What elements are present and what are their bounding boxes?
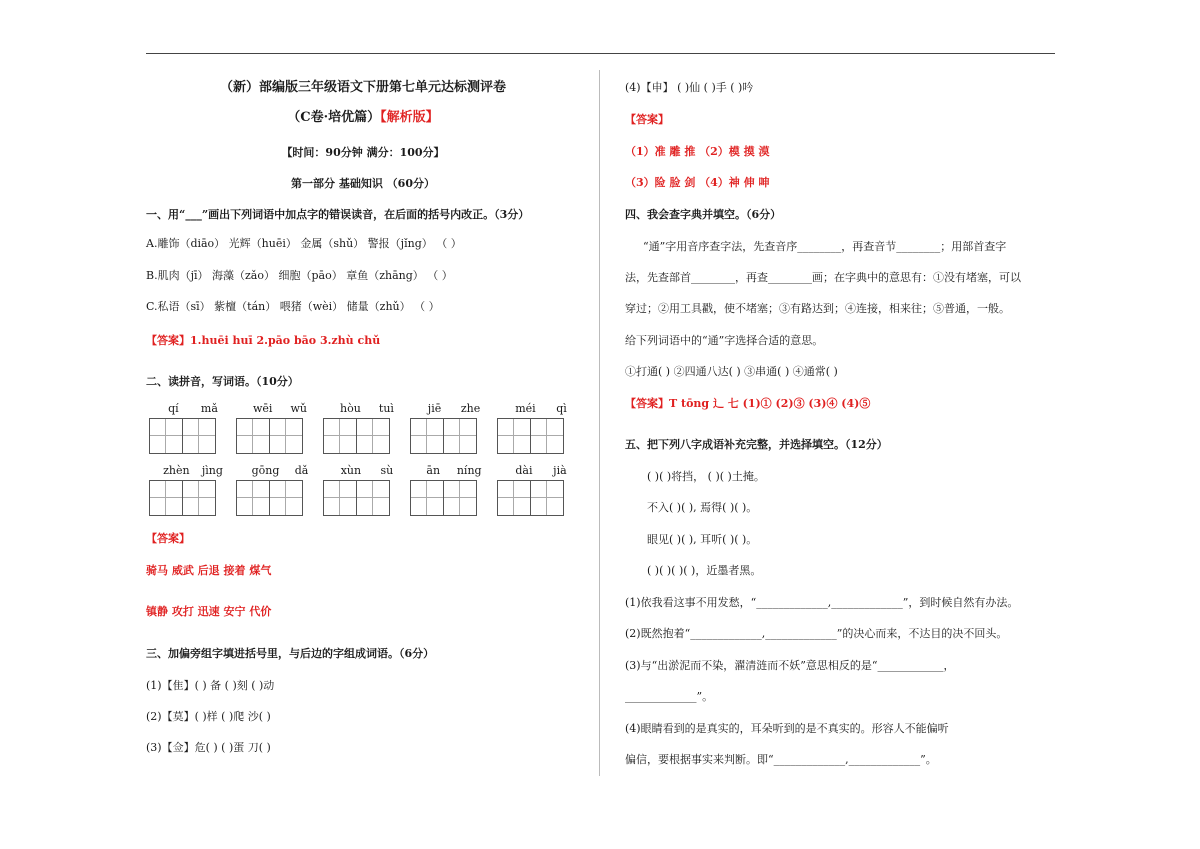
q3-row-2: (2)【莫】( )样 ( )爬 沙( )	[146, 710, 271, 723]
q2-answer-line-2: 镇静 攻打 迅速 安宁 代价	[146, 605, 272, 618]
writing-box[interactable]	[323, 418, 357, 454]
writing-box[interactable]	[497, 418, 531, 454]
pinyin-label	[497, 464, 585, 477]
page-title: （新）部编版三年级语文下册第七单元达标测评卷	[219, 80, 506, 95]
writing-box[interactable]	[356, 480, 390, 516]
q5-sentence-3a: (3)与“出淤泥而不染，濯清涟而不妖”意思相反的是“____________，	[625, 659, 955, 672]
q1-row-c: C.私语（sī） 紫檀（tán） 喂猪（wèi） 储量（zhǔ） （ ）	[146, 300, 440, 313]
pinyin-syllable: mǎ	[200, 402, 218, 415]
pinyin-cell	[323, 464, 411, 524]
writing-boxes	[497, 480, 563, 516]
column-divider	[599, 70, 600, 776]
pinyin-cell	[323, 402, 411, 462]
page-subtitle	[146, 111, 580, 125]
writing-box[interactable]	[443, 418, 477, 454]
writing-box[interactable]	[269, 418, 303, 454]
q4-title: 四、我会查字典并填空。（6分）	[625, 208, 782, 221]
writing-box[interactable]	[236, 480, 270, 516]
q1-row-a: A.雕饰（diāo） 光辉（huēi） 金属（shǔ） 警报（jǐng） （ ）	[146, 237, 462, 250]
writing-box[interactable]	[269, 480, 303, 516]
writing-box[interactable]	[236, 418, 270, 454]
q1-answer: 【答案】1.huēi huī 2.pāo bāo 3.zhù chǔ	[146, 334, 381, 347]
pinyin-syllable: tuì	[378, 402, 394, 415]
pinyin-syllable: ān	[426, 464, 441, 477]
pinyin-label	[149, 464, 237, 477]
q4-para-4: 给下列词语中的“通”字选择合适的意思。	[625, 334, 824, 347]
pinyin-label	[236, 402, 324, 415]
q3-answer-line-1: （1）准 雕 推 （2）模 摸 漠	[625, 145, 770, 158]
q4-choices: ①打通( ) ②四通八达( ) ③串通( ) ④通常( )	[625, 365, 838, 378]
pinyin-syllable: zhe	[460, 402, 481, 415]
subtitle-main: （C卷·培优篇）	[287, 110, 381, 125]
q5-idiom-2: 不入( )( ), 焉得( )( )。	[647, 501, 758, 514]
writing-boxes	[236, 418, 302, 454]
pinyin-syllable: jìng	[201, 464, 223, 477]
pinyin-grid-row-2	[149, 464, 569, 524]
writing-box[interactable]	[410, 418, 444, 454]
q4-para-2: 法，先查部首________，再查________画；在字典中的意思有：①没有堵塞，可以	[625, 271, 1021, 284]
q5-sentence-4a: (4)眼睛看到的是真实的，耳朵听到的是不真实的。形容人不能偏听	[625, 722, 949, 735]
q5-sentence-1: (1)依我看这事不用发愁，“_____________,_____________”，到时候自然有办法。	[625, 596, 1019, 609]
writing-box[interactable]	[323, 480, 357, 516]
writing-boxes	[410, 480, 476, 516]
writing-box[interactable]	[149, 418, 183, 454]
writing-boxes	[323, 418, 389, 454]
q4-answer: 【答案】T tōng 辶 七 (1)① (2)③ (3)④ (4)⑤	[625, 397, 871, 410]
pinyin-syllable: dài	[515, 464, 533, 477]
writing-boxes	[323, 480, 389, 516]
q5-sentence-4b: 偏信，要根据事实来判断。即“_____________,_____________”。	[625, 753, 937, 766]
writing-box[interactable]	[530, 480, 564, 516]
q5-sentence-2: (2)既然抱着“_____________,_____________”的决心而来，不达目的决不回头。	[625, 627, 1008, 640]
writing-box[interactable]	[443, 480, 477, 516]
pinyin-syllable: qì	[556, 402, 567, 415]
q5-sentence-3b: _____________”。	[625, 690, 714, 703]
q4-para-1: “通”字用音序查字法，先查音序________，再查音节________；用部首查字	[643, 240, 1007, 253]
pinyin-cell	[149, 464, 237, 524]
pinyin-grid-row-1	[149, 402, 569, 462]
pinyin-label	[323, 402, 411, 415]
subtitle-tag: 【解析版】	[380, 110, 439, 125]
writing-box[interactable]	[149, 480, 183, 516]
part-heading: 第一部分 基础知识 （60分）	[291, 177, 435, 190]
writing-box[interactable]	[182, 418, 216, 454]
pinyin-cell	[410, 464, 498, 524]
pinyin-syllable: dǎ	[294, 464, 309, 477]
time-info: 【时间：90分钟 满分：100分】	[281, 146, 445, 159]
pinyin-label	[149, 402, 237, 415]
writing-box[interactable]	[530, 418, 564, 454]
q1-row-b: B.肌肉（jī） 海藻（zǎo） 细胞（pāo） 章鱼（zhāng） （ ）	[146, 269, 453, 282]
pinyin-syllable: wēi	[253, 402, 273, 415]
pinyin-syllable: zhèn	[163, 464, 190, 477]
pinyin-syllable: jiē	[427, 402, 442, 415]
pinyin-cell	[149, 402, 237, 462]
q3-row-1: (1)【隹】( ) 备 ( )刻 ( )动	[146, 679, 275, 692]
q2-answer-label: 【答案】	[146, 532, 190, 545]
q5-idiom-4: ( )( )( )( )，近墨者黑。	[647, 564, 762, 577]
pinyin-cell	[236, 464, 324, 524]
q2-title: 二、读拼音，写词语。（10分）	[146, 375, 299, 388]
pinyin-cell	[497, 464, 585, 524]
q2-answer-line-1: 骑马 威武 后退 接着 煤气	[146, 564, 272, 577]
pinyin-syllable: hòu	[340, 402, 361, 415]
writing-box[interactable]	[182, 480, 216, 516]
writing-boxes	[149, 418, 215, 454]
pinyin-label	[236, 464, 324, 477]
header-rule	[146, 53, 1055, 54]
pinyin-label	[410, 402, 498, 415]
writing-boxes	[410, 418, 476, 454]
writing-boxes	[149, 480, 215, 516]
writing-box[interactable]	[356, 418, 390, 454]
pinyin-label	[323, 464, 411, 477]
pinyin-syllable: níng	[456, 464, 482, 477]
q3-row-4: (4)【申】 ( )仙 ( )手 ( )吟	[625, 81, 754, 94]
q5-title: 五、把下列八字成语补充完整，并选择填空。（12分）	[625, 438, 888, 451]
pinyin-syllable: jià	[553, 464, 567, 477]
writing-boxes	[236, 480, 302, 516]
q3-answer-line-2: （3）险 脸 剑 （4）神 伸 呻	[625, 176, 770, 189]
q3-row-3: (3)【佥】危( ) ( )蛋 刀( )	[146, 741, 271, 754]
pinyin-label	[497, 402, 585, 415]
q3-answer-label: 【答案】	[625, 113, 669, 126]
pinyin-syllable: sù	[380, 464, 394, 477]
pinyin-cell	[236, 402, 324, 462]
pinyin-syllable: gōng	[251, 464, 280, 477]
pinyin-syllable: méi	[515, 402, 536, 415]
pinyin-syllable: wǔ	[290, 402, 307, 415]
writing-box[interactable]	[497, 480, 531, 516]
writing-boxes	[497, 418, 563, 454]
q3-title: 三、加偏旁组字填进括号里，与后边的字组成词语。（6分）	[146, 647, 435, 660]
pinyin-label	[410, 464, 498, 477]
q5-idiom-1: ( )( )将挡， ( )( )土掩。	[647, 470, 765, 483]
pinyin-syllable: qí	[168, 402, 179, 415]
pinyin-syllable: xùn	[340, 464, 362, 477]
writing-box[interactable]	[410, 480, 444, 516]
pinyin-cell	[410, 402, 498, 462]
q1-title: 一、用“___”画出下列词语中加点字的错误读音，在后面的括号内改正。（3分）	[146, 208, 530, 221]
q5-idiom-3: 眼见( )( ), 耳听( )( )。	[647, 533, 758, 546]
pinyin-cell	[497, 402, 585, 462]
q4-para-3: 穿过；②用工具戳，使不堵塞；③有路达到；④连接，相来往；⑤普通，一般。	[625, 302, 1010, 315]
